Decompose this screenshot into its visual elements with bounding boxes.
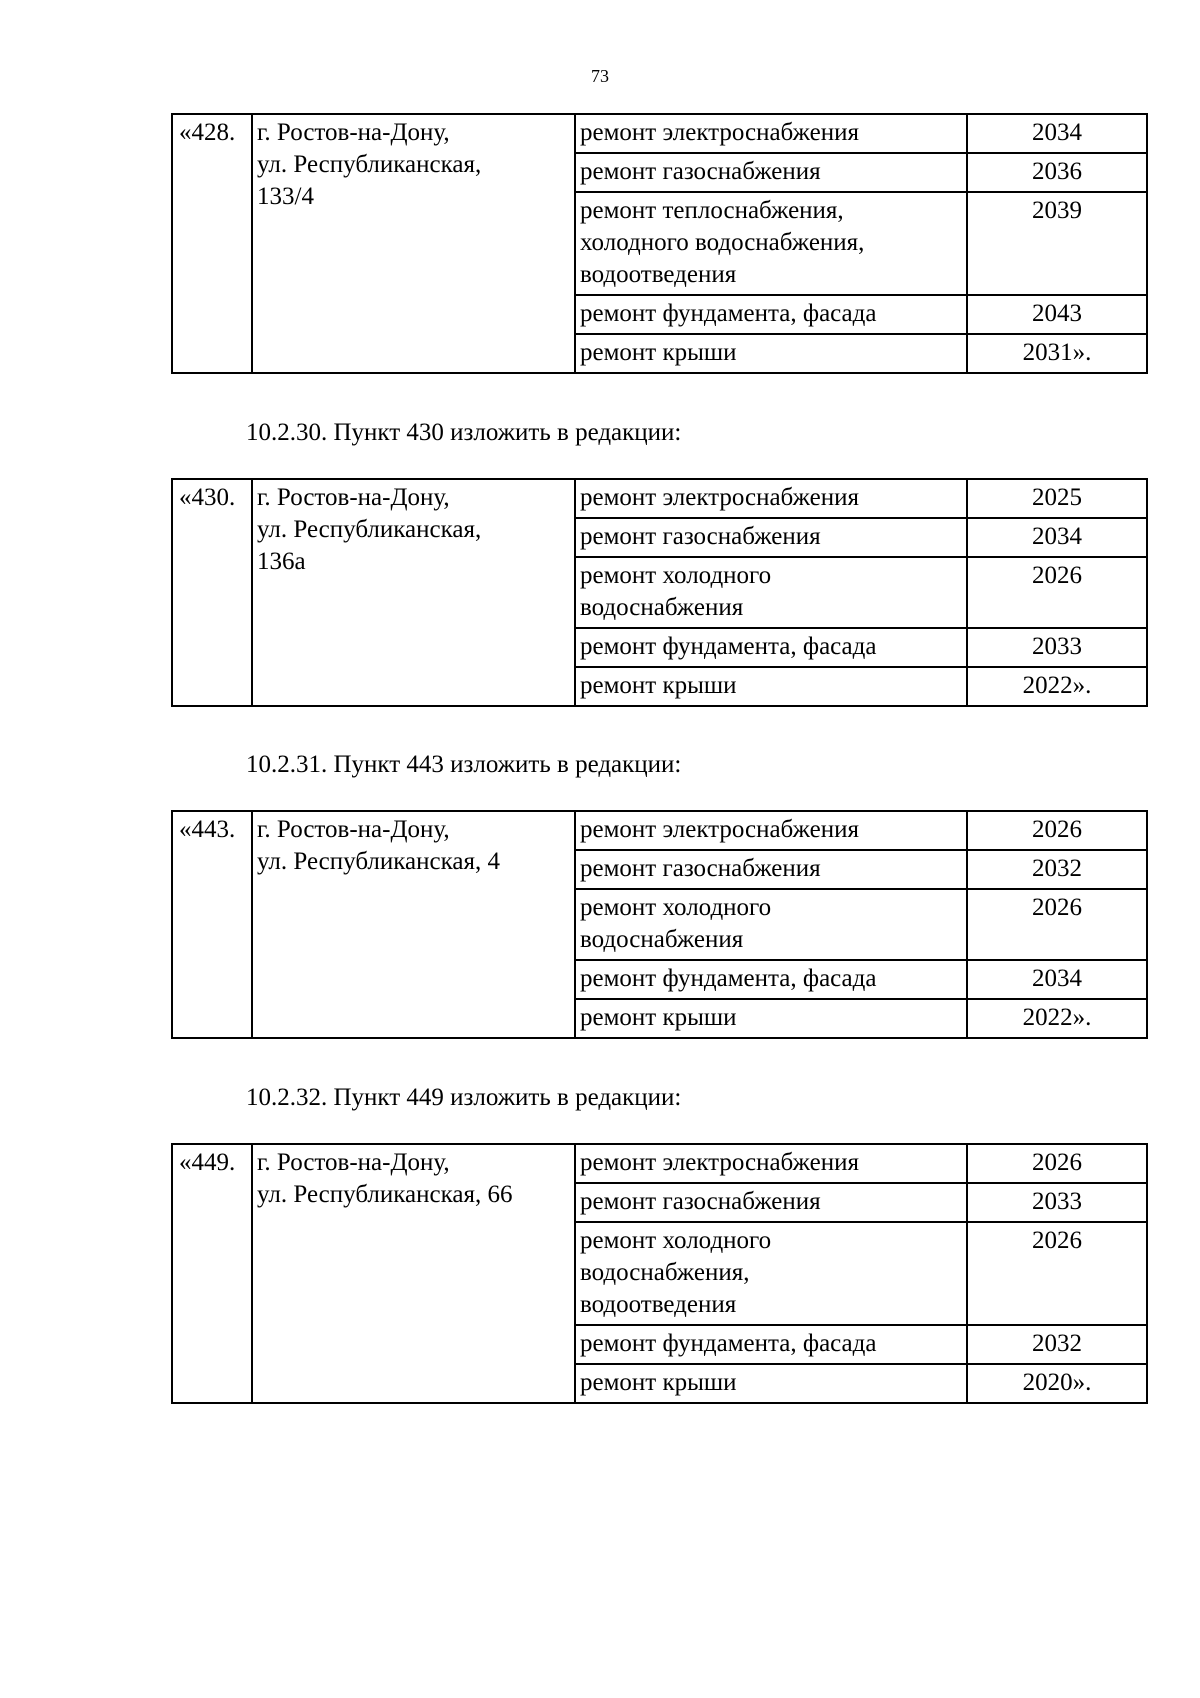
work-type: ремонт холодного водоснабжения, водоотведения (575, 1222, 967, 1325)
work-year: 2026 (967, 557, 1147, 628)
work-type: ремонт фундамента, фасада (575, 295, 967, 334)
work-type: ремонт холодного водоснабжения (575, 889, 967, 960)
item-table-443 (171, 810, 1148, 1039)
work-type: ремонт крыши (575, 999, 967, 1038)
work-year: 2033 (967, 1183, 1147, 1222)
work-year: 2026 (967, 1222, 1147, 1325)
item-address: г. Ростов-на-Дону, ул. Республиканская, 133/4 (252, 114, 575, 373)
work-type: ремонт крыши (575, 334, 967, 373)
work-year: 2034 (967, 114, 1147, 153)
amendment-heading: 10.2.31. Пункт 443 изложить в редакции: (246, 751, 682, 778)
work-year: 2022». (967, 999, 1147, 1038)
work-type: ремонт электроснабжения (575, 1144, 967, 1183)
work-year: 2022». (967, 667, 1147, 706)
item-number: «428. (172, 114, 252, 373)
work-year: 2034 (967, 518, 1147, 557)
item-table-428 (171, 113, 1148, 374)
work-type: ремонт теплоснабжения, холодного водоснабжения, водоотведения (575, 192, 967, 295)
work-year: 2031». (967, 334, 1147, 373)
work-type: ремонт холодного водоснабжения (575, 557, 967, 628)
work-type: ремонт крыши (575, 1364, 967, 1403)
table-row (172, 114, 1147, 153)
work-year: 2025 (967, 479, 1147, 518)
work-year: 2026 (967, 889, 1147, 960)
table-row (172, 1144, 1147, 1183)
work-year: 2020». (967, 1364, 1147, 1403)
work-year: 2032 (967, 850, 1147, 889)
work-type: ремонт газоснабжения (575, 518, 967, 557)
work-type: ремонт электроснабжения (575, 811, 967, 850)
work-year: 2026 (967, 811, 1147, 850)
work-type: ремонт газоснабжения (575, 1183, 967, 1222)
work-type: ремонт газоснабжения (575, 850, 967, 889)
item-address: г. Ростов-на-Дону, ул. Республиканская, 4 (252, 811, 575, 1038)
work-year: 2043 (967, 295, 1147, 334)
table-row (172, 811, 1147, 850)
work-year: 2039 (967, 192, 1147, 295)
work-type: ремонт крыши (575, 667, 967, 706)
work-type: ремонт фундамента, фасада (575, 628, 967, 667)
item-table-430 (171, 478, 1148, 707)
work-type: ремонт фундамента, фасада (575, 1325, 967, 1364)
item-address: г. Ростов-на-Дону, ул. Республиканская, 66 (252, 1144, 575, 1403)
work-year: 2036 (967, 153, 1147, 192)
table-row (172, 479, 1147, 518)
work-type: ремонт электроснабжения (575, 479, 967, 518)
work-type: ремонт газоснабжения (575, 153, 967, 192)
item-table-449 (171, 1143, 1148, 1404)
item-number: «430. (172, 479, 252, 706)
work-type: ремонт электроснабжения (575, 114, 967, 153)
item-number: «443. (172, 811, 252, 1038)
page-number: 73 (591, 66, 609, 86)
work-type: ремонт фундамента, фасада (575, 960, 967, 999)
work-year: 2026 (967, 1144, 1147, 1183)
amendment-heading: 10.2.32. Пункт 449 изложить в редакции: (246, 1084, 682, 1111)
amendment-heading: 10.2.30. Пункт 430 изложить в редакции: (246, 419, 682, 446)
work-year: 2033 (967, 628, 1147, 667)
item-number: «449. (172, 1144, 252, 1403)
item-address: г. Ростов-на-Дону, ул. Республиканская, 136а (252, 479, 575, 706)
work-year: 2032 (967, 1325, 1147, 1364)
work-year: 2034 (967, 960, 1147, 999)
